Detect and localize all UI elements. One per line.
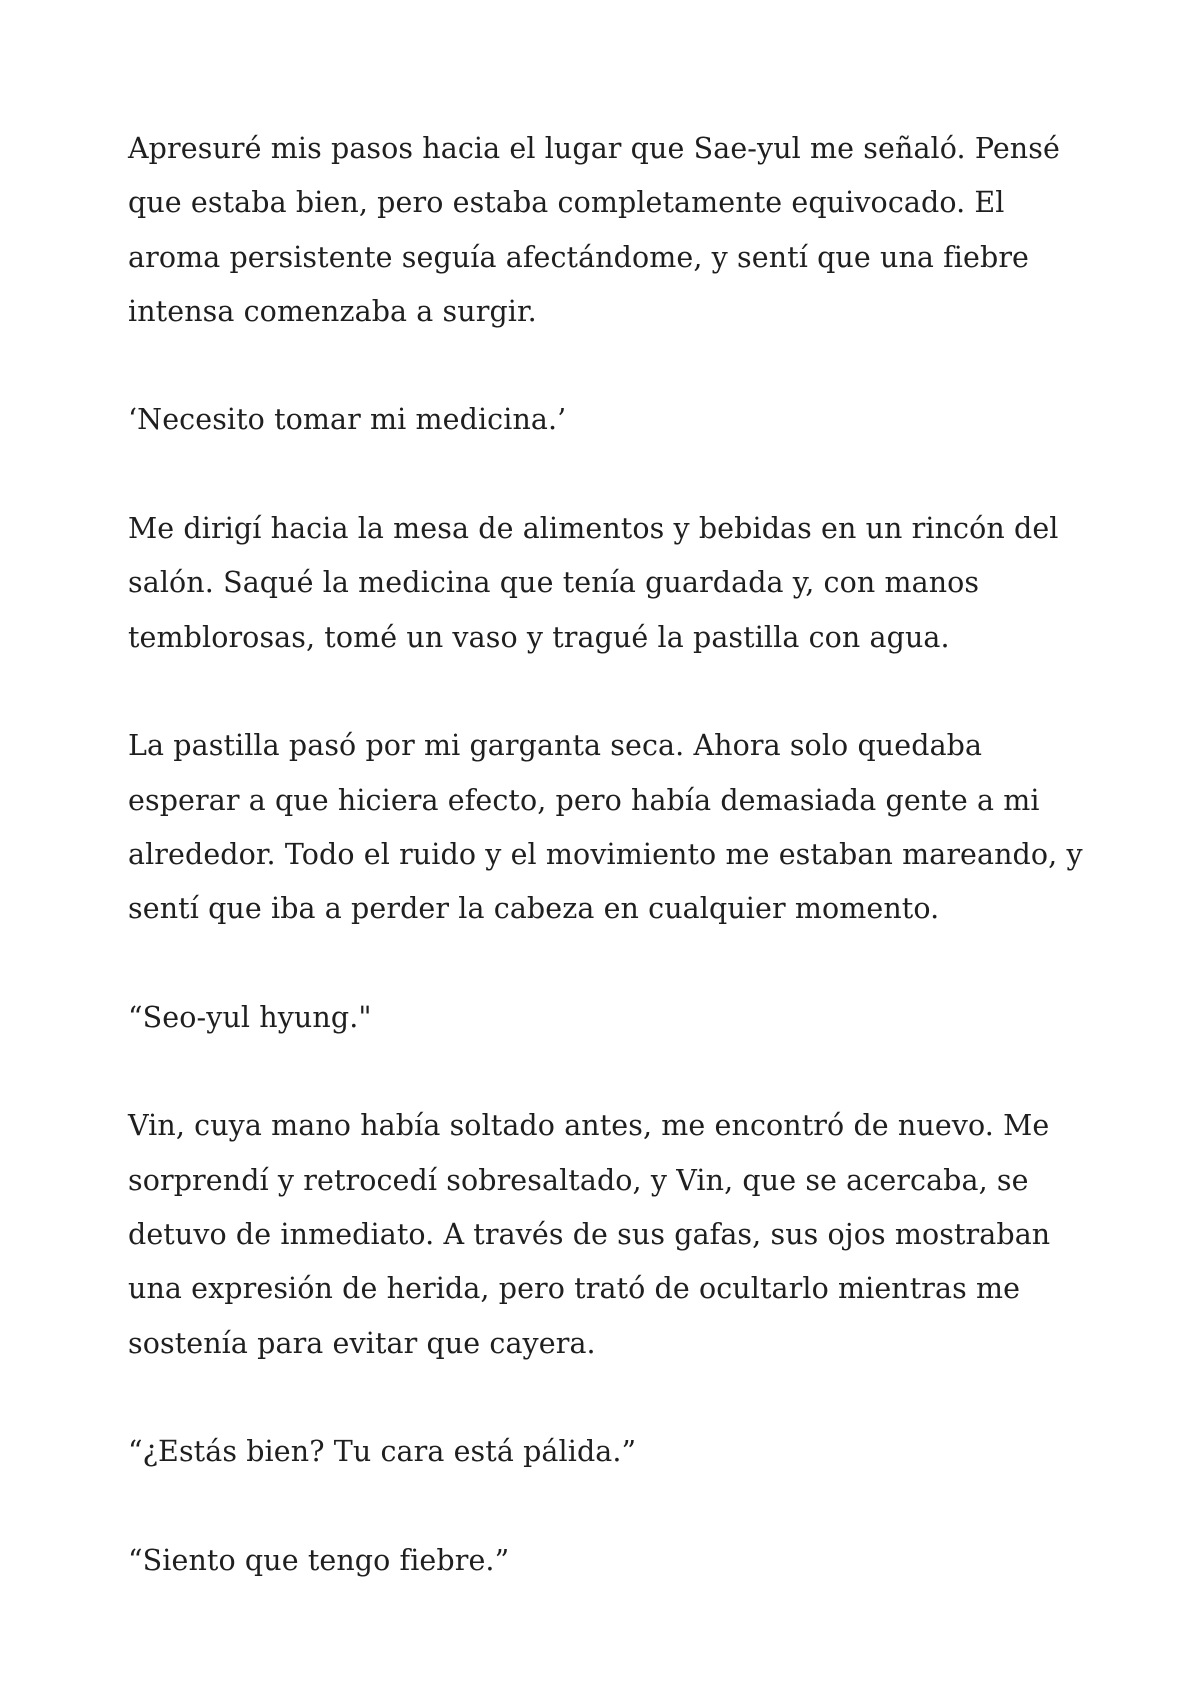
paragraph-6: Vin, cuya mano había soltado antes, me encontró de nuevo. Me sorprendí y retrocedí sobresaltado, y Vin, que se acercaba, se detuvo de inmediato. A través de sus gafas, sus ojos mostraban una expresión de herida, pero trató de ocultarlo mientras me sostenía para evitar que cayera. [128, 1109, 1051, 1360]
paragraph-3: Me dirigí hacia la mesa de alimentos y bebidas en un rincón del salón. Saqué la medicina que tenía guardada y, con manos temblorosas, tomé un vaso y tragué la pastilla con agua. [128, 512, 1059, 654]
paragraph-1: Apresuré mis pasos hacia el lugar que Sae-yul me señaló. Pensé que estaba bien, pero estaba completamente equivocado. El aroma persistente seguía afectándome, y sentí que una fiebre intensa comenzaba a surgir. [128, 132, 1060, 328]
paragraph-8-dialogue: “Siento que tengo fiebre.” [128, 1543, 510, 1577]
story-text [128, 122, 1088, 1588]
paragraph-7-dialogue: “¿Estás bien? Tu cara está pálida.” [128, 1435, 637, 1469]
paragraph-4: La pastilla pasó por mi garganta seca. Ahora solo quedaba esperar a que hiciera efecto, pero había demasiada gente a mi alrededor. Todo el ruido y el movimiento me estaban mareando, y sentí que iba a perder la cabeza en cualquier momento. [128, 729, 1083, 926]
paragraph-5-dialogue: “Seo-yul hyung." [128, 1000, 372, 1034]
paragraph-2-thought: ‘Necesito tomar mi medicina.’ [128, 403, 567, 437]
